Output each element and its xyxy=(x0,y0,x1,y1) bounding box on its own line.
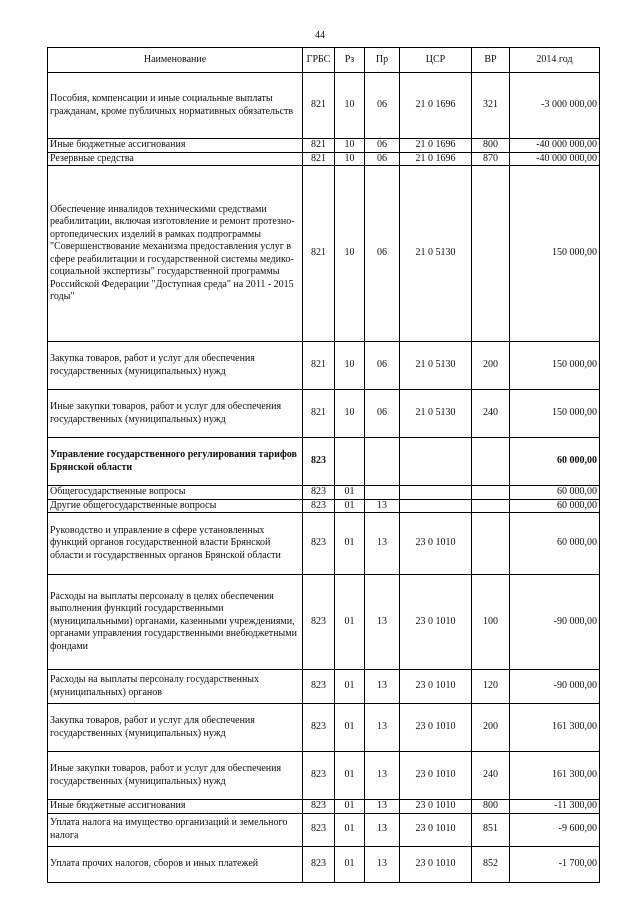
budget-table xyxy=(47,47,600,883)
row-pr: 06 xyxy=(365,139,400,153)
row-rz: 01 xyxy=(335,800,365,814)
row-vr: 240 xyxy=(472,752,510,800)
header-vr: ВР xyxy=(472,48,510,73)
row-name: Пособия, компенсации и иные социальные выплаты гражданам, кроме публичных нормативных обязательств xyxy=(48,73,303,139)
row-rz: 01 xyxy=(335,670,365,704)
table-row xyxy=(48,513,600,575)
row-vr xyxy=(472,438,510,486)
row-grbs: 823 xyxy=(303,575,335,670)
row-grbs: 821 xyxy=(303,152,335,166)
row-grbs: 821 xyxy=(303,166,335,342)
row-rz: 01 xyxy=(335,486,365,500)
row-rz: 01 xyxy=(335,575,365,670)
row-name: Расходы на выплаты персоналу в целях обеспечения выполнения функций государственными (муниципальными) органами, казенными учреждениями, органами управления государственными внебюджетными фондами xyxy=(48,575,303,670)
row-rz: 10 xyxy=(335,390,365,438)
row-vr: 321 xyxy=(472,73,510,139)
row-name: Резервные средства xyxy=(48,152,303,166)
row-vr xyxy=(472,166,510,342)
table-row xyxy=(48,846,600,882)
row-pr: 13 xyxy=(365,499,400,513)
row-amount: 150 000,00 xyxy=(510,342,600,390)
row-pr: 06 xyxy=(365,152,400,166)
row-grbs: 821 xyxy=(303,73,335,139)
row-name: Другие общегосударственные вопросы xyxy=(48,499,303,513)
table-row xyxy=(48,139,600,153)
row-amount: 60 000,00 xyxy=(510,486,600,500)
row-pr xyxy=(365,438,400,486)
row-name: Иные закупки товаров, работ и услуг для обеспечения государственных (муниципальных) нужд xyxy=(48,752,303,800)
header-grbs: ГРБС xyxy=(303,48,335,73)
table-row xyxy=(48,800,600,814)
row-amount: 150 000,00 xyxy=(510,166,600,342)
row-rz: 10 xyxy=(335,166,365,342)
row-amount: 60 000,00 xyxy=(510,438,600,486)
row-rz: 01 xyxy=(335,813,365,846)
row-csr xyxy=(400,486,472,500)
row-name: Иные бюджетные ассигнования xyxy=(48,800,303,814)
row-amount: -90 000,00 xyxy=(510,575,600,670)
row-amount: -40 000 000,00 xyxy=(510,152,600,166)
row-name: Общегосударственные вопросы xyxy=(48,486,303,500)
row-name: Обеспечение инвалидов техническими средствами реабилитации, включая изготовление и ремонт протезно-ортопедических изделий в рамках подпрограммы "Совершенствование механизма предоставления услуг в сфере реабилитации и государственной системы медико-социальной экспертизы" государственной программы Российской Федерации "Доступная среда" на 2011 - 2015 годы" xyxy=(48,166,303,342)
row-grbs: 823 xyxy=(303,499,335,513)
row-name: Закупка товаров, работ и услуг для обеспечения государственных (муниципальных) нужд xyxy=(48,704,303,752)
header-csr: ЦСР xyxy=(400,48,472,73)
row-rz: 01 xyxy=(335,499,365,513)
row-vr: 852 xyxy=(472,846,510,882)
row-amount: 161 300,00 xyxy=(510,704,600,752)
row-grbs: 823 xyxy=(303,438,335,486)
row-name: Иные бюджетные ассигнования xyxy=(48,139,303,153)
row-rz xyxy=(335,438,365,486)
table-header-row xyxy=(48,48,600,73)
row-csr: 21 0 5130 xyxy=(400,166,472,342)
header-pr: Пр xyxy=(365,48,400,73)
row-vr: 800 xyxy=(472,139,510,153)
table-row xyxy=(48,704,600,752)
row-csr xyxy=(400,438,472,486)
row-pr: 13 xyxy=(365,800,400,814)
table-row xyxy=(48,752,600,800)
header-year: 2014 год xyxy=(510,48,600,73)
row-csr: 21 0 5130 xyxy=(400,390,472,438)
row-csr: 21 0 1696 xyxy=(400,73,472,139)
row-pr: 13 xyxy=(365,752,400,800)
row-rz: 01 xyxy=(335,513,365,575)
row-name: Управление государственного регулирования тарифов Брянской области xyxy=(48,438,303,486)
table-row xyxy=(48,152,600,166)
row-name: Расходы на выплаты персоналу государственных (муниципальных) органов xyxy=(48,670,303,704)
row-pr: 06 xyxy=(365,73,400,139)
row-csr: 23 0 1010 xyxy=(400,813,472,846)
row-grbs: 821 xyxy=(303,342,335,390)
row-name: Иные закупки товаров, работ и услуг для обеспечения государственных (муниципальных) нужд xyxy=(48,390,303,438)
row-vr xyxy=(472,486,510,500)
row-csr: 23 0 1010 xyxy=(400,846,472,882)
row-grbs: 821 xyxy=(303,390,335,438)
row-csr: 23 0 1010 xyxy=(400,704,472,752)
table-row xyxy=(48,670,600,704)
row-rz: 10 xyxy=(335,139,365,153)
row-amount: 161 300,00 xyxy=(510,752,600,800)
row-csr: 23 0 1010 xyxy=(400,513,472,575)
row-csr: 23 0 1010 xyxy=(400,670,472,704)
row-grbs: 823 xyxy=(303,800,335,814)
row-name: Уплата налога на имущество организаций и земельного налога xyxy=(48,813,303,846)
row-vr: 870 xyxy=(472,152,510,166)
row-vr xyxy=(472,513,510,575)
row-vr: 240 xyxy=(472,390,510,438)
row-grbs: 823 xyxy=(303,704,335,752)
row-vr: 851 xyxy=(472,813,510,846)
row-pr: 13 xyxy=(365,513,400,575)
row-amount: -11 300,00 xyxy=(510,800,600,814)
header-name: Наименование xyxy=(48,48,303,73)
row-amount: 60 000,00 xyxy=(510,513,600,575)
row-rz: 10 xyxy=(335,342,365,390)
table-row xyxy=(48,486,600,500)
row-rz: 10 xyxy=(335,73,365,139)
row-csr: 21 0 1696 xyxy=(400,139,472,153)
row-csr xyxy=(400,499,472,513)
table-row xyxy=(48,499,600,513)
row-pr: 06 xyxy=(365,166,400,342)
row-rz: 10 xyxy=(335,152,365,166)
row-amount: 60 000,00 xyxy=(510,499,600,513)
row-pr: 06 xyxy=(365,390,400,438)
row-pr: 13 xyxy=(365,813,400,846)
row-grbs: 823 xyxy=(303,670,335,704)
table-row xyxy=(48,438,600,486)
table-row xyxy=(48,166,600,342)
row-pr: 13 xyxy=(365,846,400,882)
row-grbs: 823 xyxy=(303,846,335,882)
table-row xyxy=(48,575,600,670)
row-name: Закупка товаров, работ и услуг для обеспечения государственных (муниципальных) нужд xyxy=(48,342,303,390)
row-csr: 23 0 1010 xyxy=(400,800,472,814)
row-amount: -40 000 000,00 xyxy=(510,139,600,153)
row-csr: 21 0 1696 xyxy=(400,152,472,166)
row-name: Руководство и управление в сфере установленных функций органов государственной власти Брянской области и государственных органов Брянской области xyxy=(48,513,303,575)
row-csr: 23 0 1010 xyxy=(400,752,472,800)
row-amount: -1 700,00 xyxy=(510,846,600,882)
row-name: Уплата прочих налогов, сборов и иных платежей xyxy=(48,846,303,882)
row-vr: 800 xyxy=(472,800,510,814)
row-pr xyxy=(365,486,400,500)
row-grbs: 821 xyxy=(303,139,335,153)
row-pr: 13 xyxy=(365,575,400,670)
row-grbs: 823 xyxy=(303,486,335,500)
page-number: 44 xyxy=(315,30,325,41)
row-vr: 200 xyxy=(472,704,510,752)
header-rz: Рз xyxy=(335,48,365,73)
row-amount: -90 000,00 xyxy=(510,670,600,704)
row-pr: 13 xyxy=(365,704,400,752)
table-row xyxy=(48,342,600,390)
table-row xyxy=(48,813,600,846)
row-grbs: 823 xyxy=(303,752,335,800)
row-grbs: 823 xyxy=(303,513,335,575)
row-amount: 150 000,00 xyxy=(510,390,600,438)
table-row xyxy=(48,390,600,438)
table-row xyxy=(48,73,600,139)
row-vr: 120 xyxy=(472,670,510,704)
row-vr: 100 xyxy=(472,575,510,670)
row-pr: 13 xyxy=(365,670,400,704)
row-pr: 06 xyxy=(365,342,400,390)
row-csr: 21 0 5130 xyxy=(400,342,472,390)
row-rz: 01 xyxy=(335,704,365,752)
row-grbs: 823 xyxy=(303,813,335,846)
row-amount: -3 000 000,00 xyxy=(510,73,600,139)
row-rz: 01 xyxy=(335,846,365,882)
row-rz: 01 xyxy=(335,752,365,800)
row-csr: 23 0 1010 xyxy=(400,575,472,670)
row-amount: -9 600,00 xyxy=(510,813,600,846)
row-vr: 200 xyxy=(472,342,510,390)
row-vr xyxy=(472,499,510,513)
